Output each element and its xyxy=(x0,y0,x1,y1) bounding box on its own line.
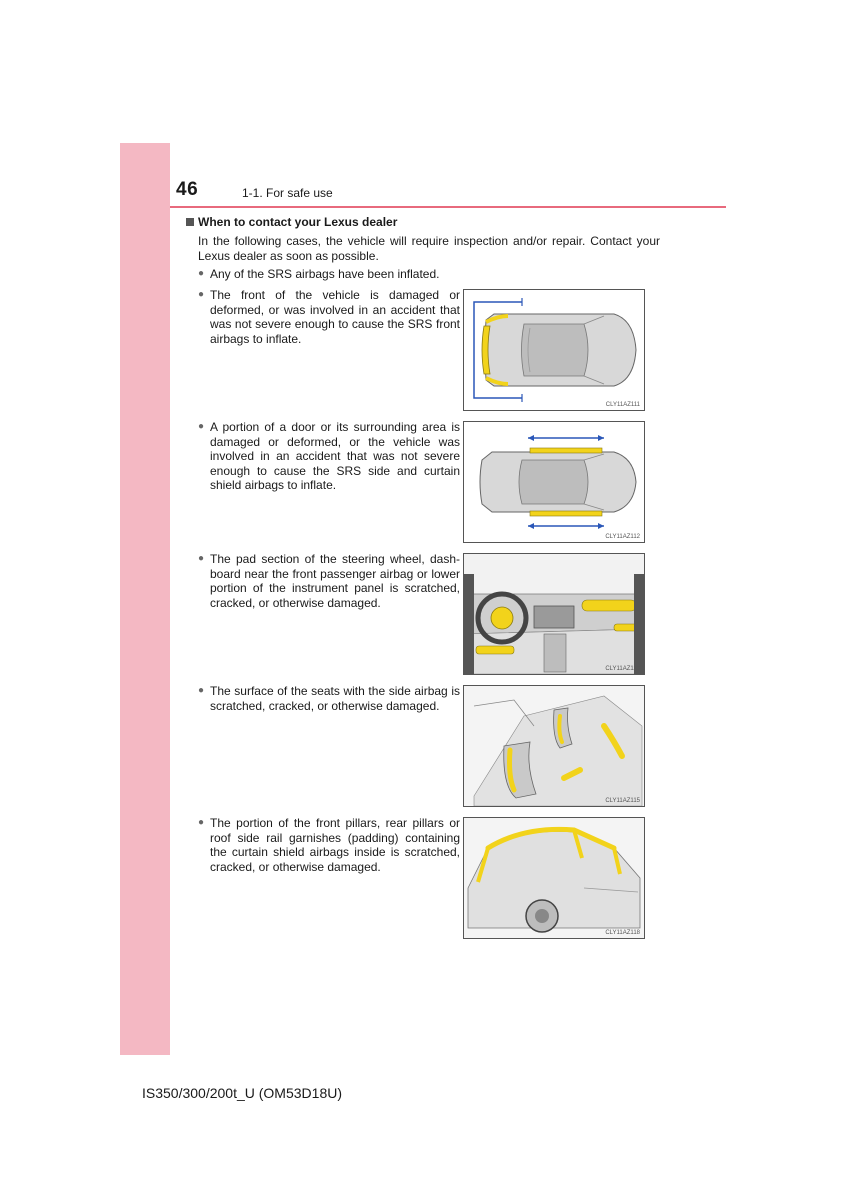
bullet-item xyxy=(198,684,460,713)
figure-seats xyxy=(463,685,645,807)
bullet-item xyxy=(198,288,460,346)
figure-pillars xyxy=(463,817,645,939)
figure-code: CLY11AZ112 xyxy=(605,534,640,540)
bullet-text: The pad section of the steering wheel, dash-board near the front passenger airbag or lower portion of the instrument panel is scratched, cracked, or otherwise damaged. xyxy=(210,552,460,610)
heading-text: When to contact your Lexus dealer xyxy=(198,215,398,229)
figure-door-damage xyxy=(463,421,645,543)
figure-front-damage xyxy=(463,289,645,411)
bullet-item xyxy=(198,816,460,874)
bullet-item xyxy=(198,420,460,493)
bullet-text: A portion of a door or its surrounding area is damaged or deformed, or the vehicle was involved in an accident that was not severe enough to cause the SRS side and curtain shield airbags to inflate. xyxy=(210,420,460,492)
bullet-dot-icon: ● xyxy=(198,817,205,828)
bullet-dot-icon: ● xyxy=(198,685,205,696)
header-rule xyxy=(170,206,726,208)
pillars-illustration xyxy=(464,818,644,938)
section-title: 1-1. For safe use xyxy=(242,186,333,200)
page-footer: IS350/300/200t_U (OM53D18U) xyxy=(142,1085,342,1101)
bullet-item xyxy=(198,552,460,610)
bullet-text: The front of the vehicle is damaged or deformed, or was involved in an accident that was not severe enough to cause the SRS front airbags to inflate. xyxy=(210,288,460,346)
section-heading xyxy=(186,215,397,229)
figure-dashboard xyxy=(463,553,645,675)
bullet-text: The surface of the seats with the side airbag is scratched, cracked, or otherwise damaged. xyxy=(210,684,460,713)
bullet-text: Any of the SRS airbags have been inflated. xyxy=(210,267,440,281)
side-tab xyxy=(120,143,170,1055)
square-bullet-icon xyxy=(186,218,194,226)
dashboard-illustration xyxy=(464,554,644,674)
figure-code: CLY11AZ113 xyxy=(605,666,640,672)
car-top-front-illustration xyxy=(464,290,644,410)
bullet-text: The portion of the front pillars, rear pillars or roof side rail garnishes (padding) containing the curtain shield airbags inside is scratched, cracked, or otherwise damaged. xyxy=(210,816,460,874)
bullet-dot-icon: ● xyxy=(198,553,205,564)
seats-illustration xyxy=(464,686,644,806)
bullet-dot-icon: ● xyxy=(198,289,205,300)
car-top-side-illustration xyxy=(464,422,644,542)
bullet-dot-icon: ● xyxy=(198,421,205,432)
figure-code: CLY11AZ118 xyxy=(605,930,640,936)
bullet-item xyxy=(198,267,638,282)
figure-code: CLY11AZ111 xyxy=(605,402,640,408)
figure-code: CLY11AZ115 xyxy=(605,798,640,804)
bullet-dot-icon: ● xyxy=(198,268,205,279)
page-number: 46 xyxy=(176,179,199,200)
intro-paragraph: In the following cases, the vehicle will require inspection and/or repair. Contact your Lexus dealer as soon as possible. xyxy=(198,234,660,263)
